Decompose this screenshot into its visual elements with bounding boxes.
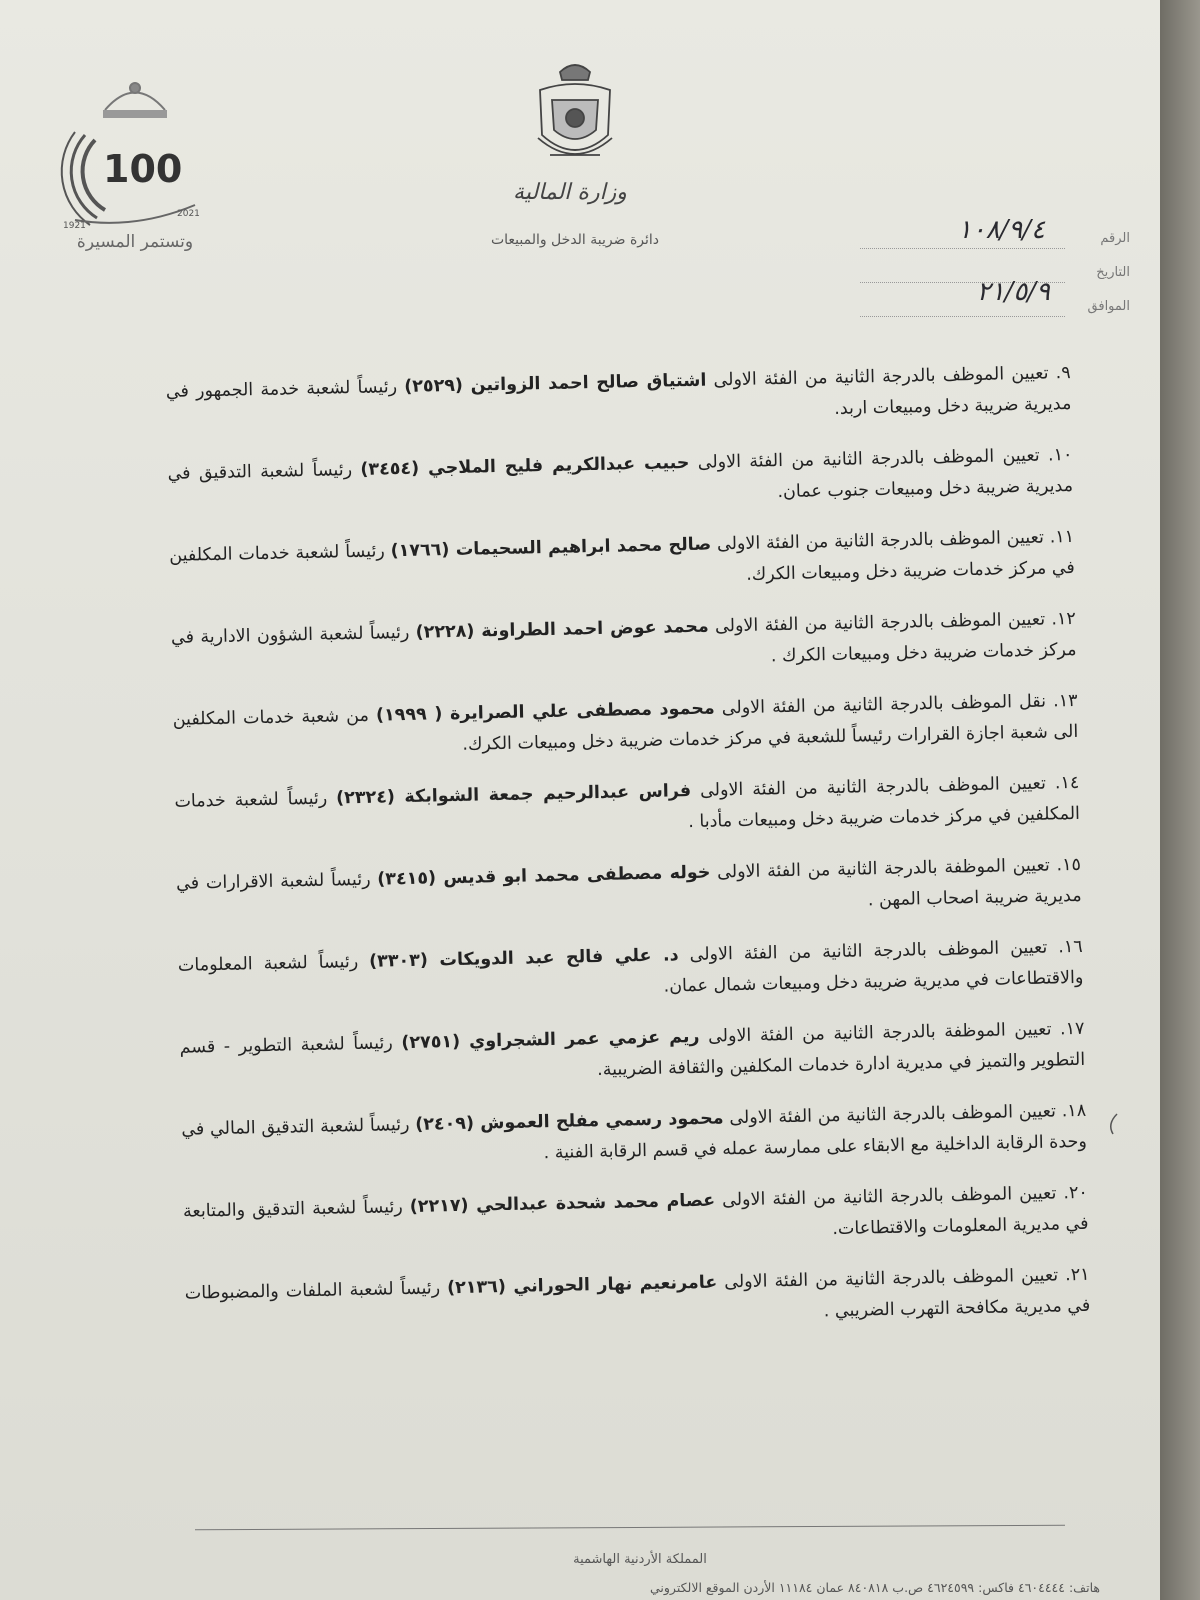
footer-kingdom: المملكة الأردنية الهاشمية <box>573 1552 707 1567</box>
item-number: ٢١. <box>1064 1264 1090 1285</box>
item-text-after: رئيساً لشعبة المعلومات والاقتطاعات في مديرية ضريبة دخل ومبيعات شمال عمان. <box>177 951 1084 997</box>
ref-corresponding-label: الموافق <box>1087 299 1130 314</box>
item-number: ١٦. <box>1058 936 1083 957</box>
list-item <box>178 931 1084 1012</box>
list-item <box>181 1095 1087 1176</box>
jordan-coat-of-arms-icon <box>530 60 620 170</box>
employee-name: محمود رسمي مفلح العموش (٢٤٠٩) <box>415 1107 724 1135</box>
item-text-before: تعيين الموظف بالدرجة الثانية من الفئة الاولى <box>689 937 1048 965</box>
employee-name: عامرنعيم نهار الحوراني (٢١٣٦) <box>446 1272 718 1298</box>
item-number: ٩. <box>1055 362 1071 383</box>
item-text-before: تعيين الموظف بالدرجة الثانية من الفئة الاولى <box>724 1264 1059 1292</box>
centenary-year-start: 1921 <box>63 221 86 231</box>
item-text-after: رئيساً لشعبة التدقيق والمتابعة في مديرية المعلومات والاقتطاعات. <box>182 1196 1089 1239</box>
footer-contact: هاتف: ٤٦٠٤٤٤٤ فاكس: ٤٦٢٤٥٩٩ ص.ب ٨٤٠٨١٨ عمان ١١١٨٤ الأردن الموقع الالكتروني <box>650 1580 1100 1595</box>
item-number: ١٤. <box>1054 772 1080 793</box>
item-number: ١٥. <box>1056 854 1082 875</box>
item-text-after: من شعبة خدمات المكلفين الى شعبة اجازة القرارات رئيساً للشعبة في مركز خدمات ضريبة دخل ومبيعات الكرك. <box>172 705 1079 755</box>
item-text-after: رئيساً لشعبة التدقيق في مديرية ضريبة دخل ومبيعات جنوب عمان. <box>167 459 1074 502</box>
employee-name: اشتياق صالح احمد الزواتين (٢٥٢٩) <box>404 370 707 397</box>
item-number: ١١. <box>1049 526 1075 547</box>
appointments-list <box>165 340 1091 1360</box>
employee-name: صالح محمد ابراهيم السحيمات (١٧٦٦) <box>390 534 712 561</box>
centenary-crown-icon <box>55 70 215 240</box>
footer-divider <box>195 1525 1065 1531</box>
department-name: دائرة ضريبة الدخل والمبيعات <box>490 232 660 248</box>
item-text-after: رئيساً لشعبة خدمات المكلفين في مركز خدمات ضريبة دخل ومبيعات مأدبا . <box>174 788 1081 832</box>
background-edge <box>1160 0 1200 1600</box>
item-text-before: تعيين الموظف بالدرجة الثانية من الفئة الاولى <box>699 773 1047 801</box>
ref-number-value: ١٠٨/٩/٤ <box>957 215 1045 245</box>
ref-date-label: التاريخ <box>1096 265 1130 280</box>
item-text-after: رئيساً لشعبة خدمة الجمهور في مديرية ضريبة دخل ومبيعات اربد. <box>165 376 1072 419</box>
reference-block <box>820 215 1130 325</box>
ref-number-label: الرقم <box>1100 231 1130 246</box>
item-number: ١٧. <box>1059 1018 1085 1039</box>
ref-number-line <box>860 248 1065 249</box>
list-item <box>171 603 1077 684</box>
item-text-after: رئيساً لشعبة التدقيق المالي في وحدة الرقابة الداخلية مع الابقاء على ممارسة عمله في قسم الرقابة الفنية . <box>181 1114 1087 1163</box>
employee-name: خوله مصطفى محمد ابو قديس (٣٤١٥) <box>377 862 711 890</box>
centenary-caption: وتستمر المسيرة <box>76 232 194 252</box>
centenary-year-end: 2021 <box>177 209 200 219</box>
list-item <box>172 685 1078 766</box>
list-item <box>169 521 1075 602</box>
item-text-before: تعيين الموظف بالدرجة الثانية من الفئة الاولى <box>721 1182 1057 1210</box>
list-item <box>184 1259 1090 1340</box>
item-number: ٢٠. <box>1063 1182 1089 1203</box>
item-number: ١٨. <box>1061 1100 1087 1121</box>
item-text-after: رئيساً لشعبة الشؤون الادارية في مركز خدمات ضريبة دخل ومبيعات الكرك . <box>170 622 1077 666</box>
employee-name: فراس عبدالرحيم جمعة الشوابكة (٢٣٢٤) <box>335 780 692 808</box>
employee-name: محمد عوض احمد الطراونة (٢٢٢٨) <box>415 616 709 643</box>
employee-name: عصام محمد شحدة عبدالحي (٢٢١٧) <box>409 1190 716 1217</box>
employee-name: محمود مصطفى علي الصرايرة ( ١٩٩٩) <box>375 698 715 726</box>
item-number: ١٢. <box>1051 608 1077 629</box>
employee-name: حبيب عبدالكريم فليح الملاجي (٣٤٥٤) <box>360 452 690 480</box>
item-text-after: رئيساً لشعبة الاقرارات في مديرية ضريبة اصحاب المهن . <box>175 869 1082 910</box>
item-text-after: رئيساً لشعبة الملفات والمضبوطات في مديرية مكافحة التهرب الضريبي . <box>184 1277 1091 1321</box>
list-item <box>183 1177 1089 1258</box>
item-text-before: تعيين الموظفة بالدرجة الثانية من الفئة الاولى <box>716 855 1050 883</box>
item-text-after: رئيساً لشعبة التطوير - قسم التطوير والتميز في مديرية ادارة خدمات المكلفين والثقافة الضريبية. <box>179 1032 1086 1080</box>
employee-name: د. علي فالح عبد الدويكات (٣٣٠٣) <box>368 944 679 972</box>
centenary-number: 100 <box>103 147 183 191</box>
item-text-before: تعيين الموظف بالدرجة الثانية من الفئة الاولى <box>697 445 1040 473</box>
list-item <box>174 767 1080 848</box>
list-item <box>167 439 1073 520</box>
employee-name: ريم عزمي عمر الشجراوي (٢٧٥١) <box>401 1026 700 1053</box>
item-text-before: تعيين الموظف بالدرجة الثانية من الفئة الاولى <box>713 362 1049 390</box>
ref-corresponding-value: ٢١/٥/٩ <box>976 277 1050 307</box>
item-text-before: تعيين الموظف بالدرجة الثانية من الفئة الاولى <box>716 527 1045 554</box>
ref-number-row <box>820 215 1130 253</box>
ref-corresponding-line <box>860 316 1065 317</box>
item-text-before: تعيين الموظف بالدرجة الثانية من الفئة الاولى <box>729 1100 1057 1128</box>
item-text-before: تعيين الموظفة بالدرجة الثانية من الفئة الاولى <box>707 1019 1052 1047</box>
list-item <box>176 849 1082 930</box>
ref-date-row <box>820 259 1130 287</box>
ref-corresponding-row <box>820 277 1130 321</box>
list-item <box>179 1013 1085 1094</box>
item-text-before: تعيين الموظف بالدرجة الثانية من الفئة الاولى <box>714 609 1046 636</box>
item-text-before: نقل الموظف بالدرجة الثانية من الفئة الاولى <box>721 691 1047 718</box>
item-number: ١٠. <box>1047 444 1073 465</box>
item-number: ١٣. <box>1052 690 1078 711</box>
item-text-after: رئيساً لشعبة خدمات المكلفين في مركز خدمات ضريبة دخل ومبيعات الكرك. <box>169 540 1075 585</box>
ministry-name: وزارة المالية <box>513 180 627 205</box>
margin-mark-icon <box>1105 1112 1119 1136</box>
list-item <box>166 357 1072 438</box>
